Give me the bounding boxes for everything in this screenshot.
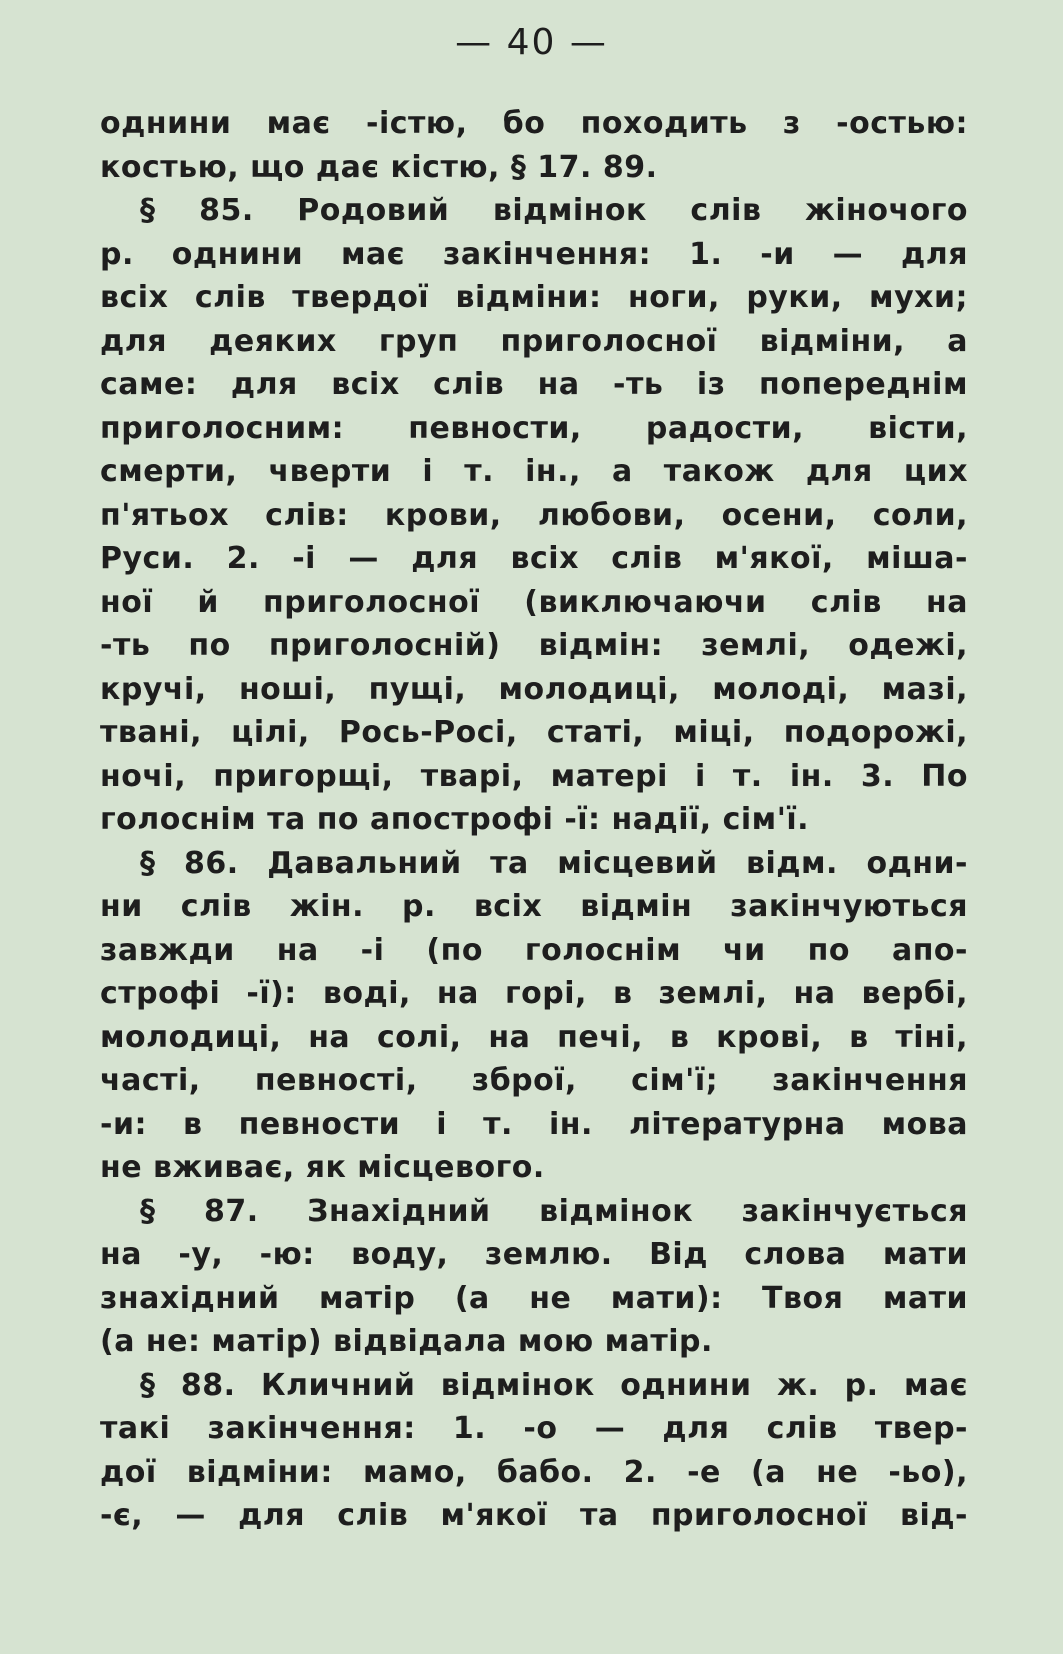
text-body [100, 102, 968, 1538]
text-line: не вживає, як місцевого. [100, 1150, 545, 1185]
text-line: всіх слів твердої відміни: ноги, руки, мухи; [100, 280, 968, 315]
text-line: ної й приголосної (виключаючи слів на [100, 584, 968, 620]
text-line: на -у, -ю: воду, землю. Від слова мати [100, 1237, 968, 1272]
text-line: саме: для всіх слів на -ть із попереднім [100, 367, 968, 402]
text-line: ни слів жін. р. всіх відмін закінчуються [100, 889, 968, 924]
text-line: -и: в певности і т. ін. літературна мова [100, 1106, 968, 1142]
text-line: твані, цілі, Рось-Росі, статі, міці, подорожі, [100, 715, 968, 750]
text-line: приголосним: певности, радости, вісти, [100, 410, 968, 446]
text-line: строфі -ї): воді, на горі, в землі, на вербі, [100, 976, 968, 1011]
text-line: однини має -істю, бо походить з -остью: [100, 106, 968, 141]
text-line: ночі, пригорщі, тварі, матері і т. ін. 3. По [100, 758, 968, 794]
text-line: для деяких груп приголосної відміни, а [100, 323, 968, 359]
text-line: р. однини має закінчення: 1. -и — для [100, 236, 968, 272]
page-number: — 40 — [455, 22, 608, 63]
text-line: кручі, ноші, пущі, молодиці, молоді, мазі, [100, 671, 968, 707]
text-line: (а не: матір) відвідала мою матір. [100, 1324, 713, 1359]
text-line: голоснім та по апострофі -ї: надії, сім'ї. [100, 802, 810, 837]
text-line: п'ятьох слів: крови, любови, осени, соли, [100, 497, 968, 533]
text-line: костью, що дає кістю, § 17. 89. [100, 149, 658, 185]
text-line: знахідний матір (а не мати): Твоя мати [100, 1280, 968, 1316]
text-line: § 85. Родовий відмінок слів жіночого [140, 193, 968, 228]
text-line: -ть по приголосній) відмін: землі, одежі, [100, 628, 968, 663]
text-line: часті, певності, зброї, сім'ї; закінчення [100, 1063, 968, 1098]
text-line: дої відміни: мамо, бабо. 2. -е (а не -ьо), [100, 1454, 968, 1490]
text-line: такі закінчення: 1. -о — для слів твер- [100, 1411, 968, 1446]
text-line: § 88. Кличний відмінок однини ж. р. має [140, 1367, 968, 1403]
text-line: § 86. Давальний та місцевий відм. одни- [140, 845, 968, 881]
text-line: молодиці, на солі, на печі, в крові, в тіні, [100, 1019, 968, 1055]
text-line: § 87. Знахідний відмінок закінчується [140, 1193, 968, 1229]
text-line: Руси. 2. -і — для всіх слів м'якої, міша- [100, 541, 968, 576]
text-line: -є, — для слів м'якої та приголосної від- [100, 1498, 968, 1533]
text-line: смерти, чверти і т. ін., а також для цих [100, 454, 968, 489]
text-line: завжди на -і (по голоснім чи по апо- [100, 932, 968, 968]
